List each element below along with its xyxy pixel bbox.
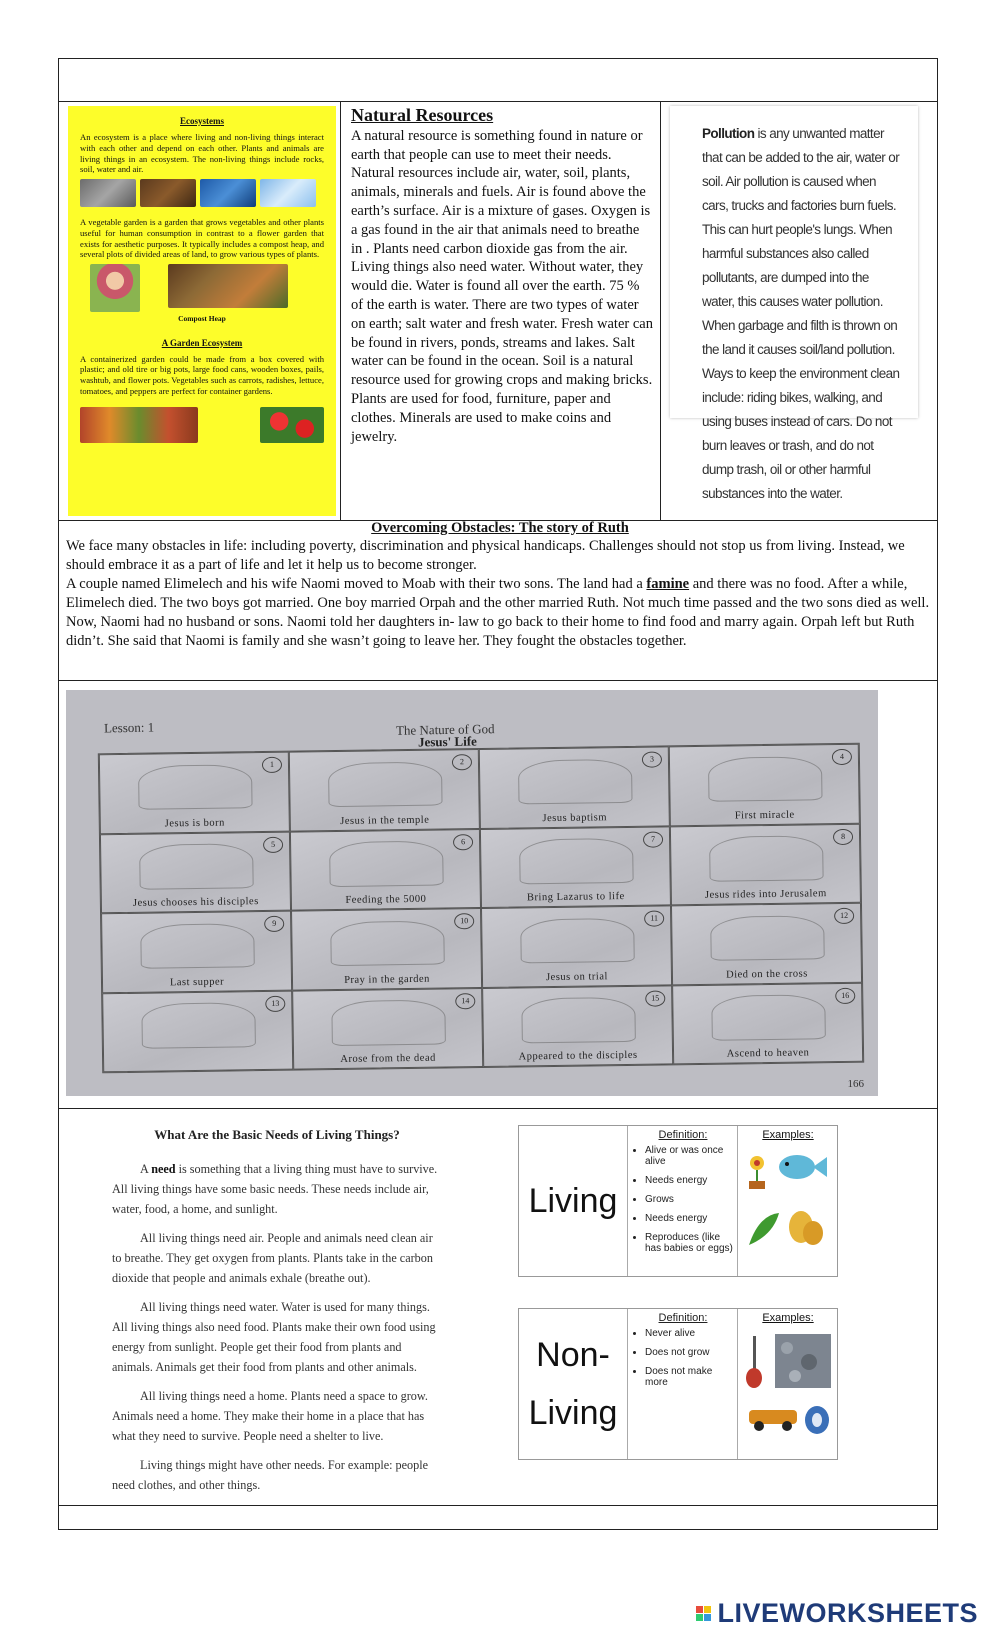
- air-image: [260, 179, 316, 207]
- worksheet-cell-number: 10: [454, 913, 474, 929]
- fish-icon: [779, 1155, 827, 1179]
- worksheet-cell-illustration: [140, 923, 255, 969]
- nonliving-word: Non-Living: [519, 1309, 628, 1459]
- worksheet-cell-label: Arose from the dead: [340, 1052, 436, 1065]
- worksheet-cell-number: 14: [455, 993, 475, 1009]
- ecosystem-images: [80, 179, 324, 207]
- worksheet-grid: [98, 743, 864, 1074]
- natural-resources-section: [351, 106, 654, 446]
- worksheet-cell: [671, 903, 862, 985]
- living-box: [518, 1125, 838, 1277]
- living-definition-list: [629, 1145, 737, 1254]
- living-examples-icons: [739, 1145, 837, 1265]
- worksheet-cell-label: First miracle: [734, 809, 795, 821]
- living-definition-header: Definition:: [658, 1129, 708, 1141]
- worksheet-cell-number: 4: [832, 749, 852, 765]
- worksheet-cell-illustration: [328, 761, 443, 807]
- leaf-icon: [749, 1213, 779, 1245]
- ecosystems-title: Ecosystems: [180, 116, 224, 126]
- liveworksheets-logo: [696, 1598, 978, 1629]
- logo-squares-icon: [696, 1606, 711, 1621]
- pollution-card: [670, 106, 918, 501]
- basic-needs-paragraph-2: All living things need air. People and animals need clean air to breathe. They get oxygen from plants. Plants take in the carbon dioxide that people and animals exhale (breathe out).: [112, 1231, 433, 1285]
- divider-col2: [660, 101, 661, 520]
- worksheet-cell-illustration: [708, 756, 823, 802]
- worksheet-cell-illustration: [520, 918, 635, 964]
- guitar-icon: [746, 1336, 762, 1388]
- worksheet-cell-illustration: [138, 764, 253, 810]
- worksheet-cell-label: Jesus chooses his disciples: [132, 896, 259, 909]
- ecosystems-text: An ecosystem is a place where living and non-living things interact with each other and depend on each other. Plants and animals are living things in an ecosystem. The non-living things include rocks, soil, water and air.: [80, 132, 324, 175]
- definition-item: • Never alive: [645, 1328, 737, 1339]
- garden-images: [80, 264, 324, 312]
- ruth-text-after: and there was no food. After a while, Elimelech died. The two boys got married. One boy married Orpah and the other married Ruth. Not much time passed and the two sons died as well. Now, Naomi had no husband or sons. Naomi told her daughters in- law to go back to their home to find food and marry again. Orpah left but Ruth didn’t. She said that Naomi is family and she wasn’t going to leave her. They fought the obstacles together.: [66, 576, 930, 649]
- water-image: [200, 179, 256, 207]
- definition-item: • Needs energy: [645, 1213, 737, 1224]
- worksheet-cell: [479, 746, 670, 828]
- basic-needs-paragraph-4: All living things need a home. Plants need a space to grow. Animals need a home. They make their home in a place that has what they need to survive. People need a shelter to live.: [112, 1389, 428, 1443]
- divider-photo: [58, 680, 938, 681]
- worksheet-cell-illustration: [331, 1000, 446, 1046]
- worksheet-cell: [292, 987, 483, 1069]
- nonliving-definition-list: [629, 1328, 737, 1388]
- nonliving-examples-column: [739, 1309, 837, 1459]
- garden-ecosystem-title: A Garden Ecosystem: [161, 337, 243, 348]
- worksheet-cell: [669, 744, 860, 826]
- worksheet-cell-label: Ascend to heaven: [726, 1047, 810, 1060]
- rocks-image: [80, 179, 136, 207]
- nonliving-examples-header: Examples:: [762, 1312, 814, 1324]
- nonliving-box: [518, 1308, 838, 1460]
- definition-item: • Alive or was once alive: [645, 1145, 737, 1167]
- definition-item: • Needs energy: [645, 1175, 737, 1186]
- basic-needs-paragraph-5: Living things might have other needs. For example: people need clothes, and other things.: [112, 1458, 429, 1492]
- worksheet-cell-label: Jesus on trial: [545, 970, 608, 983]
- soil-image: [140, 179, 196, 207]
- worksheet-cell-illustration: [330, 920, 445, 966]
- worksheet-cell-number: 15: [645, 990, 665, 1006]
- container-garden-text: A containerized garden could be made from a box covered with plastic; and old tire or big pots, large food cans, wooden boxes, pails, washtub, and flower pots. Vegetables such as carrots, radishes, lettuce, tomatoes, and peppers are perfect for container gardens.: [80, 353, 324, 396]
- tomatoes-image: [260, 407, 324, 443]
- worksheet-cell-illustration: [139, 844, 254, 890]
- need-keyword: need: [151, 1162, 176, 1176]
- worksheet-cell-illustration: [709, 836, 824, 882]
- rocks-icon: [775, 1334, 831, 1388]
- pollution-term: Pollution: [702, 126, 755, 141]
- ruth-title: Overcoming Obstacles: The story of Ruth: [371, 520, 629, 536]
- worksheet-cell-illustration: [518, 759, 633, 805]
- worksheet-cell-number: 12: [834, 908, 854, 924]
- ruth-story: [66, 537, 932, 651]
- compost-heap-image: [168, 264, 288, 308]
- worksheet-cell: [290, 829, 481, 911]
- vegetables-image: [80, 407, 198, 443]
- ruth-paragraph-2: [66, 575, 932, 651]
- divider-col1: [340, 101, 341, 520]
- ecosystems-panel: [68, 106, 336, 516]
- worksheet-cell-illustration: [141, 1002, 256, 1048]
- car-icon: [749, 1410, 797, 1431]
- worksheet-cell: [102, 990, 293, 1072]
- definition-item: • Does not make more: [645, 1366, 737, 1388]
- worksheet-cell-number: 13: [265, 995, 285, 1011]
- worksheet-cell: [289, 749, 480, 831]
- living-examples-column: [739, 1126, 837, 1276]
- basic-needs-paragraph-1: [112, 1159, 442, 1219]
- worksheet-cell-number: 6: [453, 834, 473, 850]
- worksheet-cell-label: Pray in the garden: [344, 973, 430, 986]
- worksheet-cell: [480, 826, 671, 908]
- worksheet-cell-label: Jesus rides into Jerusalem: [704, 888, 827, 901]
- worksheet-cell-number: 11: [644, 910, 664, 926]
- child-garden-image: [90, 264, 140, 312]
- worksheet-cell-illustration: [519, 838, 634, 884]
- nonliving-definition-column: [629, 1309, 738, 1459]
- worksheet-cell-illustration: [710, 915, 825, 961]
- living-definition-column: [629, 1126, 738, 1276]
- worksheet-cell-number: 3: [642, 751, 662, 767]
- worksheet-cell-illustration: [711, 995, 826, 1041]
- nonliving-examples-icons: [739, 1328, 837, 1448]
- worksheet-cell: [100, 831, 291, 913]
- worksheet-cell-label: Jesus is born: [164, 817, 225, 829]
- vegetable-garden-text: A vegetable garden is a garden that grows vegetables and other plants useful for human consumption in contrast to a flower garden that exists for aesthetic purposes. It typically includes a compost heap, and several plots of divided areas of land, to grow various types of plants.: [80, 217, 324, 260]
- living-examples-header: Examples:: [762, 1129, 814, 1141]
- ruth-paragraph-1: We face many obstacles in life: including poverty, discrimination and physical handicaps. Challenges should not stop us from living. Instead, we should embrace it as a part of life and let it help us to become stronger.: [66, 538, 905, 573]
- living-word: Living: [519, 1126, 628, 1276]
- worksheet-photo: [66, 690, 878, 1096]
- ruth-text-before: A couple named Elimelech and his wife Naomi moved to Moab with their two sons. The land had a: [66, 576, 647, 592]
- worksheet-cell: [481, 905, 672, 987]
- butterfly-icon: [789, 1211, 823, 1245]
- worksheet-cell-number: 1: [262, 757, 282, 773]
- worksheet-cell-number: 5: [263, 836, 283, 852]
- needs-text-before: A: [140, 1162, 152, 1176]
- natural-resources-title: Natural Resources: [351, 105, 494, 125]
- worksheet-cell-label: Feeding the 5000: [345, 893, 427, 906]
- pollution-text: is any unwanted matter that can be added to the air, water or soil. Air pollution is caused when cars, trucks and factories burn fuels. This can hurt people's lungs. When harmful substances also called pollutants, are dumped into the water, this causes water pollution. When garbage and filth is thrown on the land it causes soil/land pollution. Ways to keep the environment clean include: riding bikes, walking, and using buses instead of cars. Do not burn leaves or trash, and do not dump trash, oil or other harmful substances into the water.: [702, 126, 900, 501]
- divider-bottom: [58, 1505, 938, 1506]
- basic-needs-title: What Are the Basic Needs of Living Things?: [154, 1127, 400, 1142]
- worksheet-cell-label: Died on the cross: [726, 967, 808, 981]
- worksheet-cell-label: Jesus baptism: [542, 811, 608, 824]
- worksheet-cell-illustration: [521, 997, 636, 1043]
- worksheet-cell-label: Last supper: [169, 976, 225, 988]
- basic-needs-section: [112, 1125, 442, 1504]
- worksheet-page-number: 166: [847, 1078, 864, 1090]
- definition-item: • Reproduces (like has babies or eggs): [645, 1232, 737, 1254]
- definition-item: • Does not grow: [645, 1347, 737, 1358]
- worksheet-cell-label: [104, 1066, 292, 1069]
- worksheet-cell: [99, 752, 290, 834]
- worksheet-cell-number: 16: [835, 987, 855, 1003]
- natural-resources-text: A natural resource is something found in nature or earth that people can use to meet their needs. Natural resources include air, water, soil, plants, animals, minerals and fuels. Air is found above the earth’s surface. Air is a mixture of gases. Oxygen is a gas found in the air that animals need to breathe in . Plants need carbon dioxide gas from the air. Living things also need water. Without water, they would die. Water is found all over the earth. 75 % of the earth is water. There are two types of water on earth; salt water and fresh water. Fresh water can be found in rivers, ponds, streams and lakes. Salt water can be found in the ocean. Soil is a natural resource used for growing crops and making bricks. Plants are used for food, furniture, paper and clothes. Minerals are used to make coins and jewelry.: [351, 127, 653, 445]
- worksheet-cell-label: Jesus in the temple: [340, 814, 430, 827]
- flower-icon: [749, 1156, 765, 1189]
- compost-caption: Compost Heap: [178, 314, 226, 324]
- nonliving-definition-header: Definition:: [658, 1312, 708, 1324]
- worksheet-cell: [482, 985, 673, 1067]
- worksheet-cell: [291, 908, 482, 990]
- worksheet-lesson: Lesson: 1: [103, 719, 155, 736]
- worksheet-cell-number: 8: [833, 828, 853, 844]
- basic-needs-paragraph-3: All living things need water. Water is used for many things. All living things also need food. Plants make their own food using energy from sunlight. People get their food from plants and animals. Animals get their food from plants and other animals.: [112, 1300, 436, 1374]
- worksheet-cell-number: 9: [264, 916, 284, 932]
- worksheet-subtitle: Jesus' Life: [417, 733, 477, 750]
- logo-text: LIVEWORKSHEETS: [717, 1598, 978, 1628]
- divider-needs: [58, 1108, 938, 1109]
- worksheet-cell: [672, 982, 863, 1064]
- vegetable-images: [80, 407, 324, 443]
- needs-text-after: is something that a living thing must have to survive. All living things have some basic needs. These needs include air, water, food, a home, and sunlight.: [112, 1162, 438, 1216]
- plate-icon: [805, 1406, 829, 1434]
- worksheet-cell: [670, 823, 861, 905]
- worksheet-cell-label: Bring Lazarus to life: [526, 890, 625, 904]
- worksheet-cell: [101, 911, 292, 993]
- worksheet-cell-label: Appeared to the disciples: [518, 1049, 638, 1063]
- worksheet-title: The Nature of God: [395, 721, 495, 738]
- worksheet-cell-number: 7: [643, 831, 663, 847]
- famine-keyword: famine: [646, 576, 690, 592]
- definition-item: • Grows: [645, 1194, 737, 1205]
- divider-top: [58, 101, 938, 102]
- worksheet-cell-illustration: [329, 841, 444, 887]
- worksheet-cell-number: 2: [452, 754, 472, 770]
